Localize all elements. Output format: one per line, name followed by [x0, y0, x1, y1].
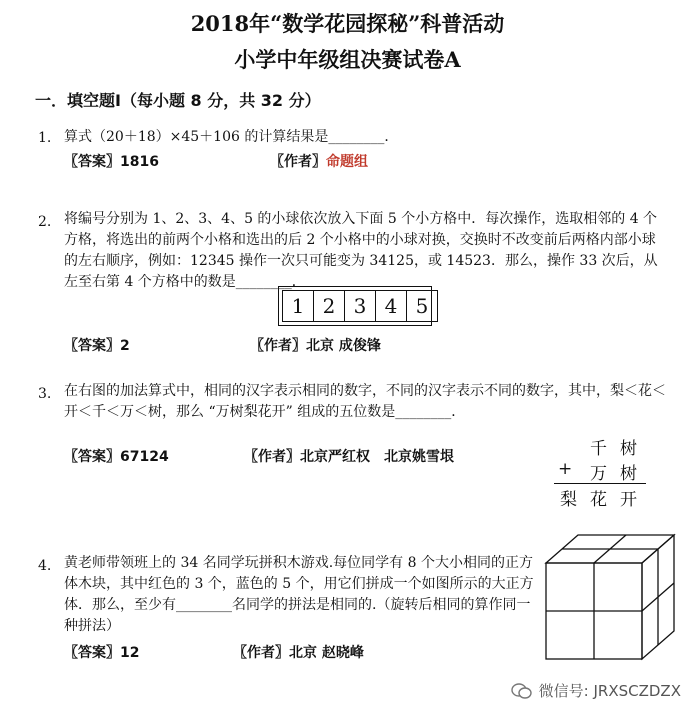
watermark-text: 微信号: JRXSCZDZX	[538, 682, 681, 700]
q4-answer: 〖答案〗12	[64, 645, 140, 661]
q2-answer: 〖答案〗2	[64, 338, 130, 354]
q1-author	[270, 151, 368, 171]
q1-answer: 〖答案〗1816	[64, 154, 159, 170]
number-box: 4	[376, 291, 407, 321]
q1-author-label: 〖作者〗	[270, 154, 326, 170]
q3-answer: 〖答案〗67124	[64, 449, 169, 465]
q3-text: 在右图的加法算式中，相同的汉字表示相同的数字，不同的汉字表示不同的数字，其中，梨＜花＜开＜千＜万＜树，那么 “万树梨花开” 组成的五位数是________．	[64, 383, 666, 420]
section-title: 一．填空题Ⅰ（每小题 8 分，共 32 分）	[35, 91, 321, 110]
q1-author-name: 命题组	[326, 154, 368, 170]
number-box: 5	[415, 294, 429, 318]
number-box-row	[282, 290, 438, 322]
sum-line	[554, 483, 646, 484]
title-line-2: 小学中年级组决赛试卷A	[234, 47, 461, 72]
digit-li: 梨	[560, 490, 577, 510]
digit-wan: 万	[590, 464, 607, 484]
q4-text: 黄老师带领班上的 34 名同学玩拼积木游戏.每位同学有 8 个大小相同的正方体木块，其中红色的 3 个，蓝色的 5 个，用它们拼成一个如图所示的大正方体．那么，至少有________名同学的拼法是相同的.（旋转后相同的算作同一种拼法）	[64, 555, 534, 634]
wechat-watermark	[511, 680, 681, 701]
plus-sign: +	[558, 459, 573, 479]
q2-number: 2.	[38, 214, 52, 230]
q2-text: 将编号分别为 1、2、3、4、5 的小球依次放入下面 5 个小方格中．每次操作，选取相邻的 4 个方格，将选出的前两个小格和选出的后 2 个小格中的小球对换，交换时不改变前后两格内部小球的左右顺序，例如：12345 操作一次只可能变为 34125，或 14523．那么，操作 33 次后，从左至右第 4 个方格中的数是________．	[64, 211, 658, 290]
q1-number: 1.	[38, 130, 52, 146]
number-box: 1	[283, 291, 314, 321]
cube-diagram	[540, 527, 690, 667]
digit-qian: 千	[590, 439, 607, 459]
digit-kai: 开	[620, 490, 637, 510]
digit-shu-2: 树	[620, 464, 637, 484]
number-box: 2	[314, 291, 345, 321]
digit-shu: 树	[620, 439, 637, 459]
title-line-1: 2018年“数学花园探秘”科普活动	[190, 11, 505, 36]
number-box: 3	[345, 291, 376, 321]
q4-number: 4.	[38, 558, 52, 574]
q1-text: 算式（20＋18）×45＋106 的计算结果是________．	[64, 129, 399, 145]
wechat-icon	[511, 682, 533, 700]
q4-author: 〖作者〗北京 赵晓峰	[233, 645, 364, 661]
q3-number: 3.	[38, 386, 52, 402]
q3-author: 〖作者〗北京严红权 北京姚雪垠	[244, 449, 454, 465]
digit-hua: 花	[590, 490, 607, 510]
q2-author: 〖作者〗北京 成俊锋	[250, 338, 381, 354]
